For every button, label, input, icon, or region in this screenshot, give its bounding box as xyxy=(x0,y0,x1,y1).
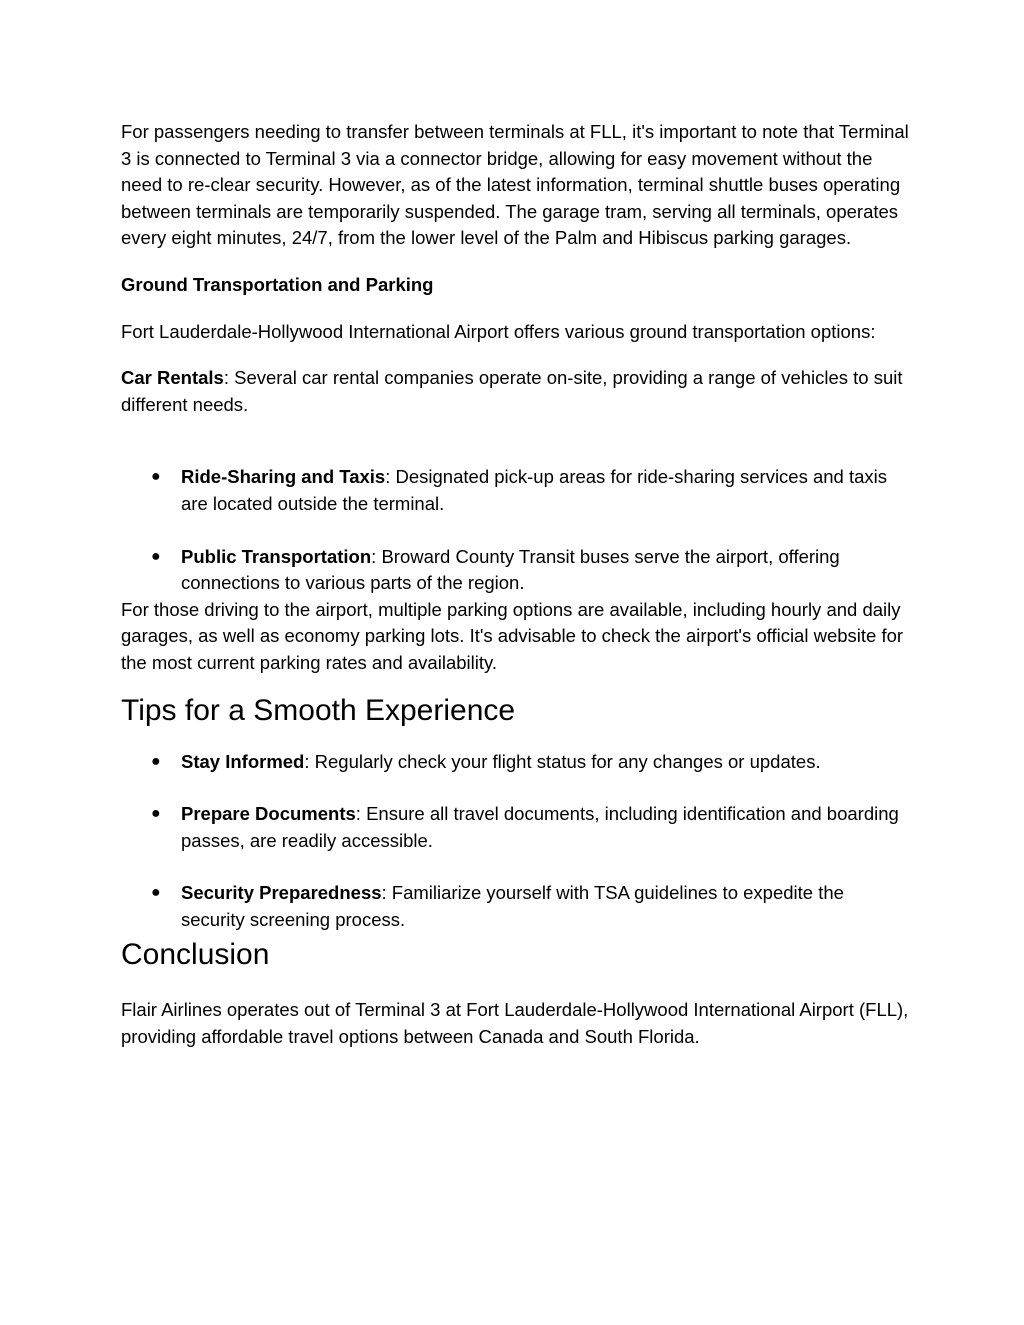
list-item xyxy=(121,749,911,776)
list-item xyxy=(121,801,911,854)
list-item-term: Stay Informed xyxy=(181,750,305,772)
car-rentals-paragraph xyxy=(121,365,911,418)
car-rentals-text: : Several car rental companies operate on-site, providing a range of vehicles to suit different needs. xyxy=(121,367,903,415)
ground-transportation-heading: Ground Transportation and Parking xyxy=(121,273,434,295)
list-item-term: Ride-Sharing and Taxis xyxy=(181,466,386,488)
list-item-term: Prepare Documents xyxy=(181,803,356,825)
conclusion-heading: Conclusion xyxy=(121,938,270,972)
bullet-icon: ● xyxy=(151,805,161,823)
intro-paragraph: For passengers needing to transfer between terminals at FLL, it's important to note that Terminal 3 is connected to Terminal 3 via a connector bridge, allowing for easy movement without the need to re-clear security. However, as of the latest information, terminal shuttle buses operating between terminals are temporarily suspended. The garage tram, serving all terminals, operates every eight minutes, 24/7, from the lower level of the Palm and Hibiscus parking garages. xyxy=(121,121,909,249)
bullet-icon: ● xyxy=(151,752,161,770)
list-item-text: : Ensure all travel documents, including identification and boarding passes, are readily accessible. xyxy=(181,803,899,851)
list-item-text: : Regularly check your flight status for any changes or updates. xyxy=(304,750,821,772)
list-item-text: : Familiarize yourself with TSA guidelines to expedite the security screening process. xyxy=(181,882,844,930)
tips-list xyxy=(121,749,911,934)
list-item xyxy=(121,464,911,517)
tips-heading: Tips for a Smooth Experience xyxy=(121,693,516,727)
list-item xyxy=(121,544,911,597)
list-item-text: : Broward County Transit buses serve the airport, offering connections to various parts of the region. xyxy=(181,545,840,594)
bullet-icon: ● xyxy=(151,884,161,902)
list-item-text: : Designated pick-up areas for ride-sharing services and taxis are located outside the terminal. xyxy=(181,466,888,514)
bullet-icon: ● xyxy=(151,468,161,486)
bullet-icon: ● xyxy=(151,547,161,565)
list-item-term: Public Transportation xyxy=(181,545,372,567)
list-item-term: Security Preparedness xyxy=(181,882,382,904)
car-rentals-term: Car Rentals xyxy=(121,367,224,389)
conclusion-paragraph: Flair Airlines operates out of Terminal 3 at Fort Lauderdale-Hollywood International Airport (FLL), providing affordable travel options between Canada and South Florida. xyxy=(121,999,909,1048)
driving-paragraph: For those driving to the airport, multiple parking options are available, including hourly and daily garages, as well as economy parking lots. It's advisable to check the airport's official website for the most current parking rates and availability. xyxy=(121,598,904,673)
list-item xyxy=(121,880,911,933)
document-page xyxy=(121,119,911,1051)
transport-options-list xyxy=(121,464,911,596)
ground-transportation-paragraph: Fort Lauderdale-Hollywood International Airport offers various ground transportation options: xyxy=(121,320,876,342)
